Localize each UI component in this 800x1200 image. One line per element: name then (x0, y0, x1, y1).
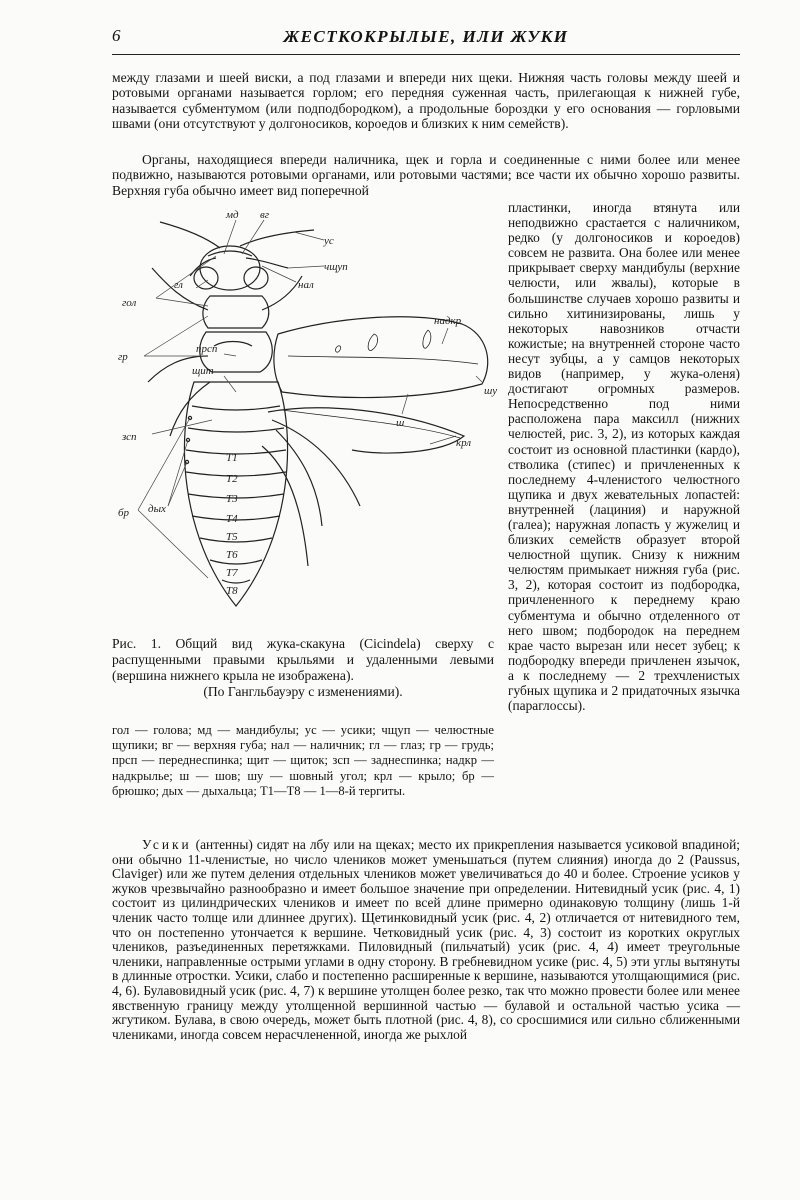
label-vg: вг (260, 209, 270, 221)
caption-credit: (По Гангльбауэру с изменениями). (203, 684, 403, 699)
caption-text: Рис. 1. Общий вид жука-скакуна (Cicindela) сверху с распущенными правыми крыльями и удаленными левыми (вершина нижнего крыла не изображена). (112, 636, 494, 683)
label-tergite-2: Т2 (226, 473, 238, 485)
label-gl: гл (174, 279, 183, 291)
label-nal: нал (298, 279, 314, 291)
paragraph-1: между глазами и шеей виски, а под глазами и впереди них щеки. Нижняя часть головы между шеей и ротовыми органами называется горлом; его передняя суженная часть, прилегающая к нижней губе, называется субментумом (или подподбородком), а продольные бороздки у его основания — горловыми швами (они отсутствуют у долгоносиков, короедов и близких к ним семейств). (112, 70, 740, 132)
page-header (112, 24, 740, 55)
figure-legend: гол — голова; мд — мандибулы; ус — усики; чщуп — челюстные щупики; вг — верхняя губа; нал — наличник; гл — глаз; гр — грудь; прсп — переднеспинка; щит — щиток; зсп — заднеспинка; надкр — надкрылье; ш — шов; шу — шовный угол; крл — крыло; бр — брюшко; дых — дыхальца; Т1—Т8 — 1—8-й тергиты. (112, 722, 494, 799)
label-tergite-7: Т7 (226, 567, 238, 579)
label-tergite-1: Т1 (226, 452, 238, 464)
label-md: мд (226, 209, 239, 221)
label-shchit: щит (192, 365, 214, 377)
label-zsp: зсп (122, 431, 137, 443)
paragraph-4-lead: Усики (142, 837, 192, 852)
paragraph-2: Органы, находящиеся впереди наличника, щек и горла и соединенные с ними более или менее подвижно, называются ротовыми органами, или ротовыми частями; все части их обычно хорошо развиты. Верхняя губа обычно имеет вид поперечной (112, 152, 740, 198)
label-tergite-4: Т4 (226, 513, 238, 525)
paragraph-4 (112, 838, 740, 1042)
label-tergite-6: Т6 (226, 549, 238, 561)
right-column-text: пластинки, иногда втянута или неподвижно срастается с наличником, редко (у долгоносиков и короедов) совсем не развита. Она более или менее прикрывает сверху мандибулы (верхние челюсти, или жвалы), которые в большинстве случаев хорошо развиты и сильно хитинизированы, лишь у некоторых навозников отчасти кожистые; на внутренней стороне часто несут зубцы, а у самцов некоторых видов (например, у жука-оленя) достигают огромных размеров. Непосредственно под ними расположена пара максилл (нижних челюстей, рис. 3, 2), из которых каждая состоит из основной пластинки (кардо), стволика (стипес) и причлененных к последнему 4-членистого челюстного щупика и двух жевательных лопастей: внутренней (лациния) и наружной (галеа); наружная лопасть у жужелиц и близких семейств образует второй челюстной щупик. Снизу к нижним челюстям примыкает нижняя губа (рис. 3, 2), которая состоит из подбородка, причлененного к переднему краю субментума и обычно отделенного от него швом; подбородок на переднем крае часто вырезан или несет зубец; к подбородку впереди причленен язычок, а к последнему — 2 трехчленистых губных щупика и 2 придаточных язычка (параглоссы). (508, 200, 740, 714)
paragraph-4-body: (антенны) сидят на лбу или на щеках; место их прикрепления называется усиковой впадиной; они обычно 11-членистые, но число члеников может уменьшаться (путем слияния) иногда до 2 (Paussus, Claviger) или же путем деления отдельных члеников может увеличиваться до 40 и более. Строение усиков у жуков чрезвычайно разнообразно и имеет большое значение при определении. Нитевидный усик (рис. 4, 1) состоит из цилиндрических члеников и имеет по всей длине примерно одинаковую толщину (лишь 1-й членик часто толще или длиннее других). Щетинковидный усик (рис. 4, 2) отличается от нитевидного тем, что он постепенно утончается к вершине. Четковидный усик (рис. 4, 3) состоит из коротких округлых члеников, разъединенных перетяжками. Пиловидный (пильчатый) усик (рис. 4, 4) имеет треугольные членики, направленные острыми углами в одну сторону. В гребневидном усике (рис. 4, 5) эти углы вытянуты в длинные отростки. Усики, слабо и постепенно расширенные к вершине, называются утолщающимися (рис. 4, 6). Булавовидный усик (рис. 4, 7) к вершине утолщен более резко, так что можно провести более или менее явственную границу между утолщенной вершинной частью — булавой и остальной частью усика — жгутиком. Булава, в свою очередь, может быть плотной (рис. 4, 8), со сросшимися или сильно сближенными члениками, иногда совсем нерасчлененной, иногда же рыхлой (112, 837, 740, 1042)
label-tergite-3: Т3 (226, 493, 238, 505)
label-tergite-8: Т8 (226, 585, 238, 597)
running-title: ЖЕСТКОКРЫЛЫЕ, ИЛИ ЖУКИ (283, 27, 569, 46)
label-dykh: дых (148, 503, 166, 515)
label-shu: шу (484, 385, 498, 397)
page-number: 6 (112, 26, 121, 45)
label-chshchup: чщуп (324, 261, 348, 273)
label-krl: крл (456, 437, 472, 449)
label-gr: гр (118, 351, 128, 363)
label-prsp: прсп (196, 343, 218, 355)
label-br: бр (118, 507, 130, 519)
label-sh: ш (396, 417, 405, 429)
figure-caption (112, 636, 494, 700)
beetle-figure (112, 206, 504, 626)
beetle-illustration (112, 206, 504, 626)
label-gol: гол (122, 297, 137, 309)
label-nadkr: надкр (434, 315, 462, 327)
label-us: ус (324, 235, 334, 247)
label-tergite-5: Т5 (226, 531, 238, 543)
